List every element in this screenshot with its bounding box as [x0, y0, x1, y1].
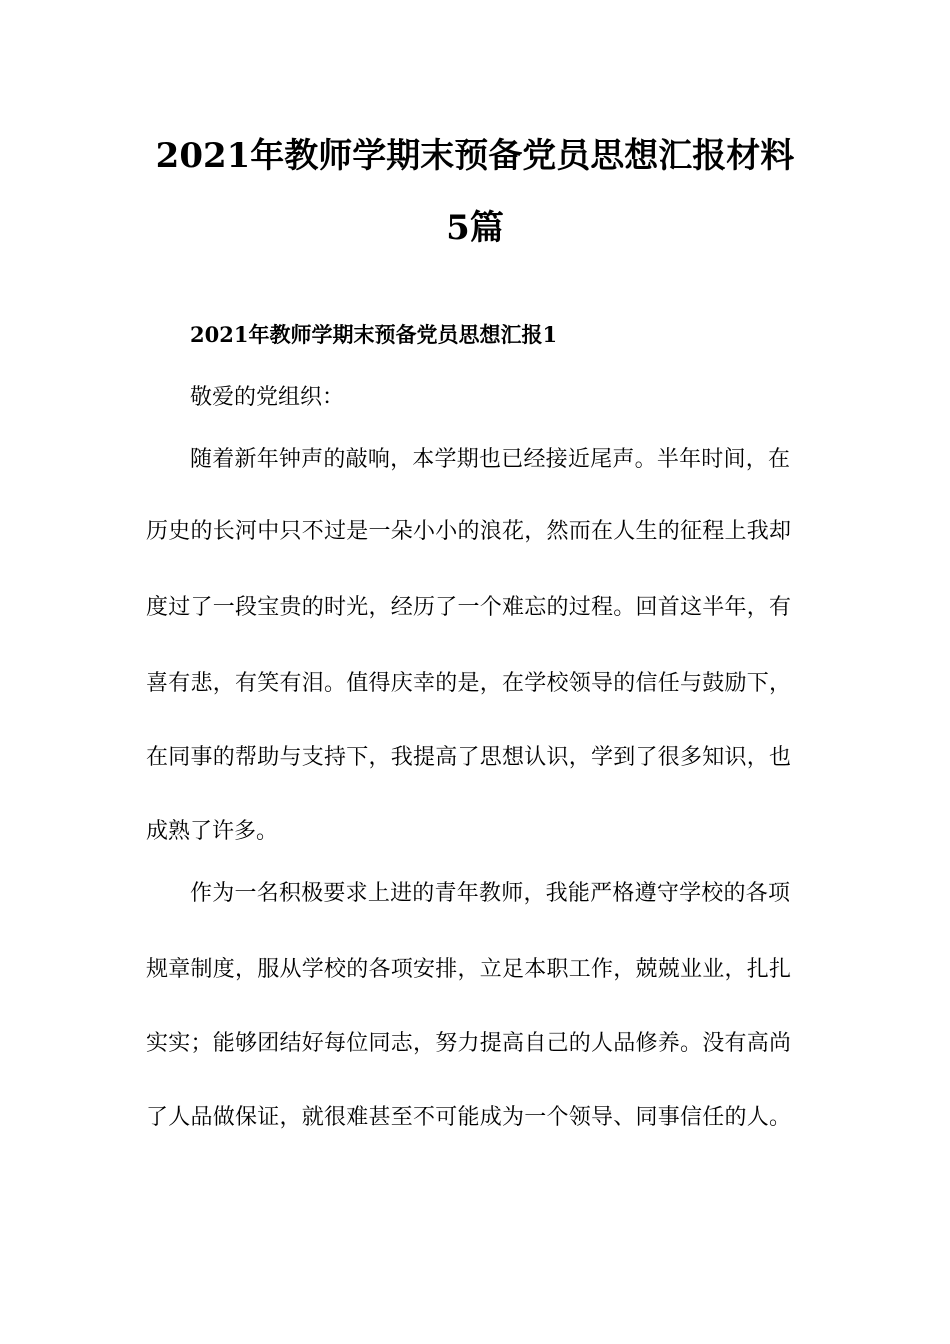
paragraph-2-line-2: 规章制度，服从学校的各项安排，立足本职工作，兢兢业业，扎扎 — [146, 957, 791, 982]
paragraph-1-line-4: 喜有悲，有笑有泪。值得庆幸的是，在学校领导的信任与鼓励下， — [146, 671, 791, 696]
document-title-line-2: 5篇 — [446, 208, 504, 248]
paragraph-2-line-3: 实实；能够团结好每位同志，努力提高自己的人品修养。没有高尚 — [146, 1031, 791, 1056]
paragraph-1-line-5: 在同事的帮助与支持下，我提高了思想认识，学到了很多知识，也 — [146, 745, 791, 770]
paragraph-1-line-1: 随着新年钟声的敲响，本学期也已经接近尾声。半年时间，在 — [190, 447, 790, 472]
salutation: 敬爱的党组织： — [190, 385, 345, 410]
paragraph-1-line-2: 历史的长河中只不过是一朵小小的浪花，然而在人生的征程上我却 — [146, 519, 791, 544]
document-title-line-1: 2021年教师学期末预备党员思想汇报材料 — [155, 136, 795, 176]
paragraph-1-line-6: 成熟了许多。 — [146, 819, 279, 844]
paragraph-2-line-1: 作为一名积极要求上进的青年教师，我能严格遵守学校的各项 — [190, 881, 790, 906]
paragraph-2-line-4: 了人品做保证，就很难甚至不可能成为一个领导、同事信任的人。 — [146, 1105, 791, 1130]
paragraph-1-line-3: 度过了一段宝贵的时光，经历了一个难忘的过程。回首这半年，有 — [146, 595, 791, 620]
section-heading: 2021年教师学期末预备党员思想汇报1 — [190, 322, 558, 347]
